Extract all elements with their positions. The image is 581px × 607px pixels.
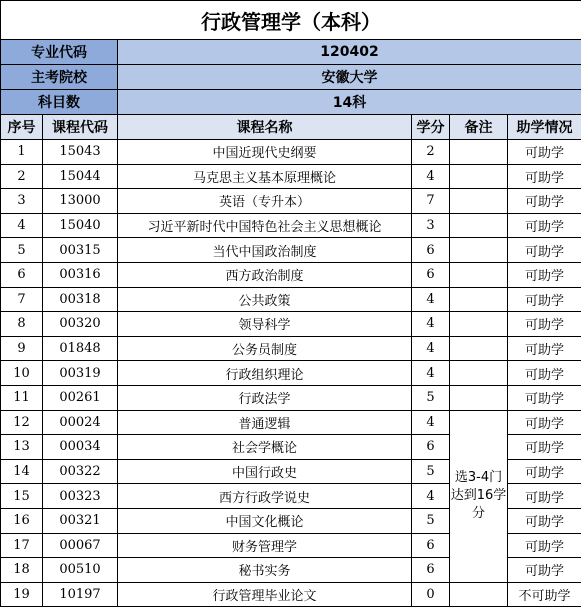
cell-credit: 5 <box>412 385 450 410</box>
table-row <box>1 385 581 410</box>
info-label: 科目数 <box>1 90 118 115</box>
cell-no: 15 <box>1 484 43 509</box>
cell-code: 00323 <box>43 484 118 509</box>
cell-aid: 可助学 <box>508 164 581 189</box>
cell-name: 习近平新时代中国特色社会主义思想概论 <box>118 213 412 238</box>
cell-name: 公共政策 <box>118 287 412 312</box>
table-row <box>1 410 581 435</box>
cell-name: 秘书实务 <box>118 558 412 583</box>
table-row <box>1 140 581 165</box>
cell-name: 行政法学 <box>118 385 412 410</box>
cell-code: 00318 <box>43 287 118 312</box>
cell-note <box>450 361 508 386</box>
cell-aid: 可助学 <box>508 312 581 337</box>
cell-credit: 4 <box>412 312 450 337</box>
cell-no: 13 <box>1 435 43 460</box>
cell-aid: 可助学 <box>508 336 581 361</box>
cell-note <box>450 189 508 214</box>
cell-name: 普通逻辑 <box>118 410 412 435</box>
cell-no: 6 <box>1 262 43 287</box>
cell-name: 公务员制度 <box>118 336 412 361</box>
cell-no: 5 <box>1 238 43 263</box>
cell-no: 3 <box>1 189 43 214</box>
info-row-university <box>1 65 581 90</box>
cell-credit: 4 <box>412 484 450 509</box>
cell-credit: 4 <box>412 410 450 435</box>
cell-credit: 0 <box>412 582 450 607</box>
cell-no: 4 <box>1 213 43 238</box>
cell-name: 马克思主义基本原理概论 <box>118 164 412 189</box>
cell-note <box>450 140 508 165</box>
cell-note: 选3-4门达到16学分 <box>450 410 508 582</box>
cell-credit: 7 <box>412 189 450 214</box>
cell-no: 14 <box>1 459 43 484</box>
cell-code: 00034 <box>43 435 118 460</box>
cell-note <box>450 238 508 263</box>
cell-aid: 可助学 <box>508 361 581 386</box>
cell-credit: 6 <box>412 435 450 460</box>
cell-name: 中国文化概论 <box>118 508 412 533</box>
cell-aid: 可助学 <box>508 189 581 214</box>
cell-aid: 不可助学 <box>508 582 581 607</box>
cell-credit: 6 <box>412 558 450 583</box>
cell-code: 15040 <box>43 213 118 238</box>
cell-note <box>450 164 508 189</box>
cell-code: 00315 <box>43 238 118 263</box>
cell-name: 社会学概论 <box>118 435 412 460</box>
column-header-note: 备注 <box>450 115 508 140</box>
cell-no: 1 <box>1 140 43 165</box>
cell-aid: 可助学 <box>508 238 581 263</box>
cell-credit: 6 <box>412 238 450 263</box>
table-row <box>1 582 581 607</box>
cell-note <box>450 582 508 607</box>
cell-aid: 可助学 <box>508 508 581 533</box>
table-row <box>1 164 581 189</box>
cell-aid: 可助学 <box>508 410 581 435</box>
info-row-subject-count <box>1 90 581 115</box>
cell-no: 7 <box>1 287 43 312</box>
cell-code: 00261 <box>43 385 118 410</box>
column-header-name: 课程名称 <box>118 115 412 140</box>
cell-note <box>450 385 508 410</box>
cell-code: 10197 <box>43 582 118 607</box>
table-row <box>1 189 581 214</box>
info-value: 安徽大学 <box>118 65 581 90</box>
cell-code: 00319 <box>43 361 118 386</box>
cell-credit: 3 <box>412 213 450 238</box>
cell-no: 8 <box>1 312 43 337</box>
table-row <box>1 262 581 287</box>
table-row <box>1 287 581 312</box>
cell-no: 11 <box>1 385 43 410</box>
cell-name: 西方行政学说史 <box>118 484 412 509</box>
cell-no: 18 <box>1 558 43 583</box>
cell-no: 19 <box>1 582 43 607</box>
cell-credit: 2 <box>412 140 450 165</box>
cell-code: 00322 <box>43 459 118 484</box>
cell-code: 00320 <box>43 312 118 337</box>
cell-code: 00510 <box>43 558 118 583</box>
cell-note <box>450 287 508 312</box>
page-title: 行政管理学（本科） <box>1 1 581 40</box>
cell-credit: 5 <box>412 508 450 533</box>
table-row <box>1 361 581 386</box>
cell-aid: 可助学 <box>508 533 581 558</box>
table-header-row <box>1 115 581 140</box>
cell-code: 00321 <box>43 508 118 533</box>
cell-code: 15044 <box>43 164 118 189</box>
cell-note <box>450 262 508 287</box>
cell-credit: 4 <box>412 361 450 386</box>
cell-no: 2 <box>1 164 43 189</box>
cell-credit: 4 <box>412 164 450 189</box>
cell-name: 行政组织理论 <box>118 361 412 386</box>
cell-aid: 可助学 <box>508 213 581 238</box>
cell-name: 行政管理毕业论文 <box>118 582 412 607</box>
cell-code: 15043 <box>43 140 118 165</box>
cell-note <box>450 336 508 361</box>
cell-aid: 可助学 <box>508 435 581 460</box>
column-header-code: 课程代码 <box>43 115 118 140</box>
cell-no: 9 <box>1 336 43 361</box>
cell-aid: 可助学 <box>508 484 581 509</box>
cell-no: 12 <box>1 410 43 435</box>
cell-name: 当代中国政治制度 <box>118 238 412 263</box>
table-row <box>1 238 581 263</box>
cell-credit: 5 <box>412 459 450 484</box>
info-row-major-code <box>1 40 581 65</box>
info-label: 主考院校 <box>1 65 118 90</box>
cell-name: 中国近现代史纲要 <box>118 140 412 165</box>
cell-aid: 可助学 <box>508 262 581 287</box>
cell-name: 英语（专升本） <box>118 189 412 214</box>
cell-code: 00316 <box>43 262 118 287</box>
cell-name: 西方政治制度 <box>118 262 412 287</box>
cell-credit: 6 <box>412 533 450 558</box>
cell-no: 16 <box>1 508 43 533</box>
table-row <box>1 312 581 337</box>
cell-credit: 4 <box>412 336 450 361</box>
cell-aid: 可助学 <box>508 140 581 165</box>
cell-code: 13000 <box>43 189 118 214</box>
cell-aid: 可助学 <box>508 287 581 312</box>
info-value: 14科 <box>118 90 581 115</box>
column-header-no: 序号 <box>1 115 43 140</box>
cell-note <box>450 213 508 238</box>
table-row <box>1 213 581 238</box>
cell-code: 00067 <box>43 533 118 558</box>
cell-code: 01848 <box>43 336 118 361</box>
column-header-credit: 学分 <box>412 115 450 140</box>
cell-aid: 可助学 <box>508 385 581 410</box>
cell-note <box>450 312 508 337</box>
info-value: 120402 <box>118 40 581 65</box>
column-header-aid: 助学情况 <box>508 115 581 140</box>
cell-code: 00024 <box>43 410 118 435</box>
cell-no: 17 <box>1 533 43 558</box>
cell-credit: 4 <box>412 287 450 312</box>
cell-name: 领导科学 <box>118 312 412 337</box>
cell-no: 10 <box>1 361 43 386</box>
cell-name: 财务管理学 <box>118 533 412 558</box>
cell-credit: 6 <box>412 262 450 287</box>
cell-aid: 可助学 <box>508 459 581 484</box>
table-row <box>1 336 581 361</box>
cell-aid: 可助学 <box>508 558 581 583</box>
cell-name: 中国行政史 <box>118 459 412 484</box>
info-label: 专业代码 <box>1 40 118 65</box>
